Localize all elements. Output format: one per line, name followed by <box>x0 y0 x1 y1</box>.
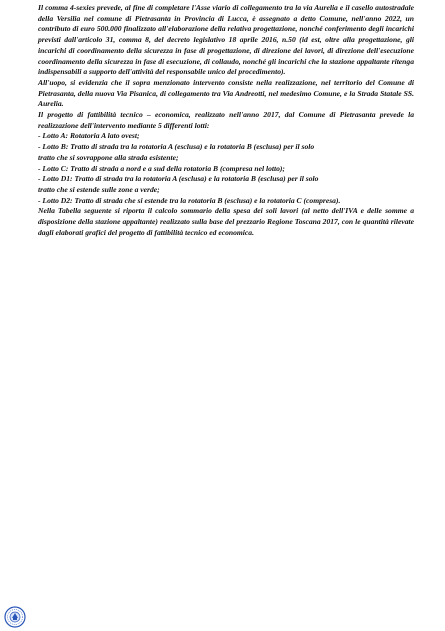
paragraph-via-pisanica: All'uopo, si evidenzia che il sopra menzionato intervento consiste nella realizzazione, nel territorio del Comune di Pietrasanta, della nuova Via Pisanica, di collegamento tra Via Andreotti, nel medesimo Comune, e la Strada Statale SS. Aurelia. <box>38 77 414 109</box>
paragraph-progetto-fattibilita: Il progetto di fattibilità tecnico – economica, realizzato nell'anno 2017, dal Comune di Pietrasanta prevede la realizzazione dell'intervento mediante 5 differenti lotti: <box>38 110 414 130</box>
paragraph-tabella: Nella Tabella seguente si riporta il calcolo sommario della spesa dei soli lavori (al netto dell'IVA e delle somme a disposizione della stazione appaltante) realizzato sulla base del prezzario Regione Toscana 2017, con le quantità rilevate dagli elaborati grafici del progetto di fattibilità tecnico ed economica. <box>38 206 414 237</box>
paragraph-comma-4-sexies: Il comma 4-sexies prevede, al fine di completare l'Asse viario di collegamento tra la via Aurelia e il casello autostradale della Versilia nel comune di Pietrasanta in Provincia di Lucca, è assegnato a detto Comune, nell'anno 2022, un contributo di euro 500.000 finalizzato all'elaborazione della relativa progettazione, nonché conferimento degli incarichi previsti dall'articolo 31, comma 8, del decreto legislativo 18 aprile 2016, n.50 (id est, oltre alla progettazione, gli incarichi di coordinamento della sicurezza in fase di progettazione, di direzione dei lavori, di direzione dell'esecuzione coordinamento della sicurezza in fase di esecuzione, di collaudo, nonché gli incarichi che la stazione appaltante ritenga indispensabili a supporto dell'attività del responsabile unico del procedimento). <box>38 3 414 77</box>
list-item: - Lotto A: Rotatoria A lato ovest; <box>38 131 140 141</box>
list-item: tratto che si sovrappone alla strada esistente; <box>38 152 179 162</box>
document-body <box>38 3 414 238</box>
list-item: - Lotto D2: Tratto di strada che si estende tra la rotatoria B (esclusa) e la rotatoria C (compresa). <box>38 195 341 205</box>
seal-stamp-icon <box>4 606 26 628</box>
list-item: tratto che si estende sulle zone a verde; <box>38 184 160 194</box>
list-item: - Lotto B: Tratto di strada tra la rotatoria A (esclusa) e la rotatoria B (esclusa) per il solo <box>38 142 315 152</box>
list-item: - Lotto C: Tratto di strada a nord e a sud della rotatoria B (compresa nel lotto); <box>38 163 285 173</box>
list-item: - Lotto D1: Tratto di strada tra la rotatoria A (esclusa) e la rotatoria B (esclusa) per il solo <box>38 174 319 184</box>
lotti-list <box>38 131 414 206</box>
